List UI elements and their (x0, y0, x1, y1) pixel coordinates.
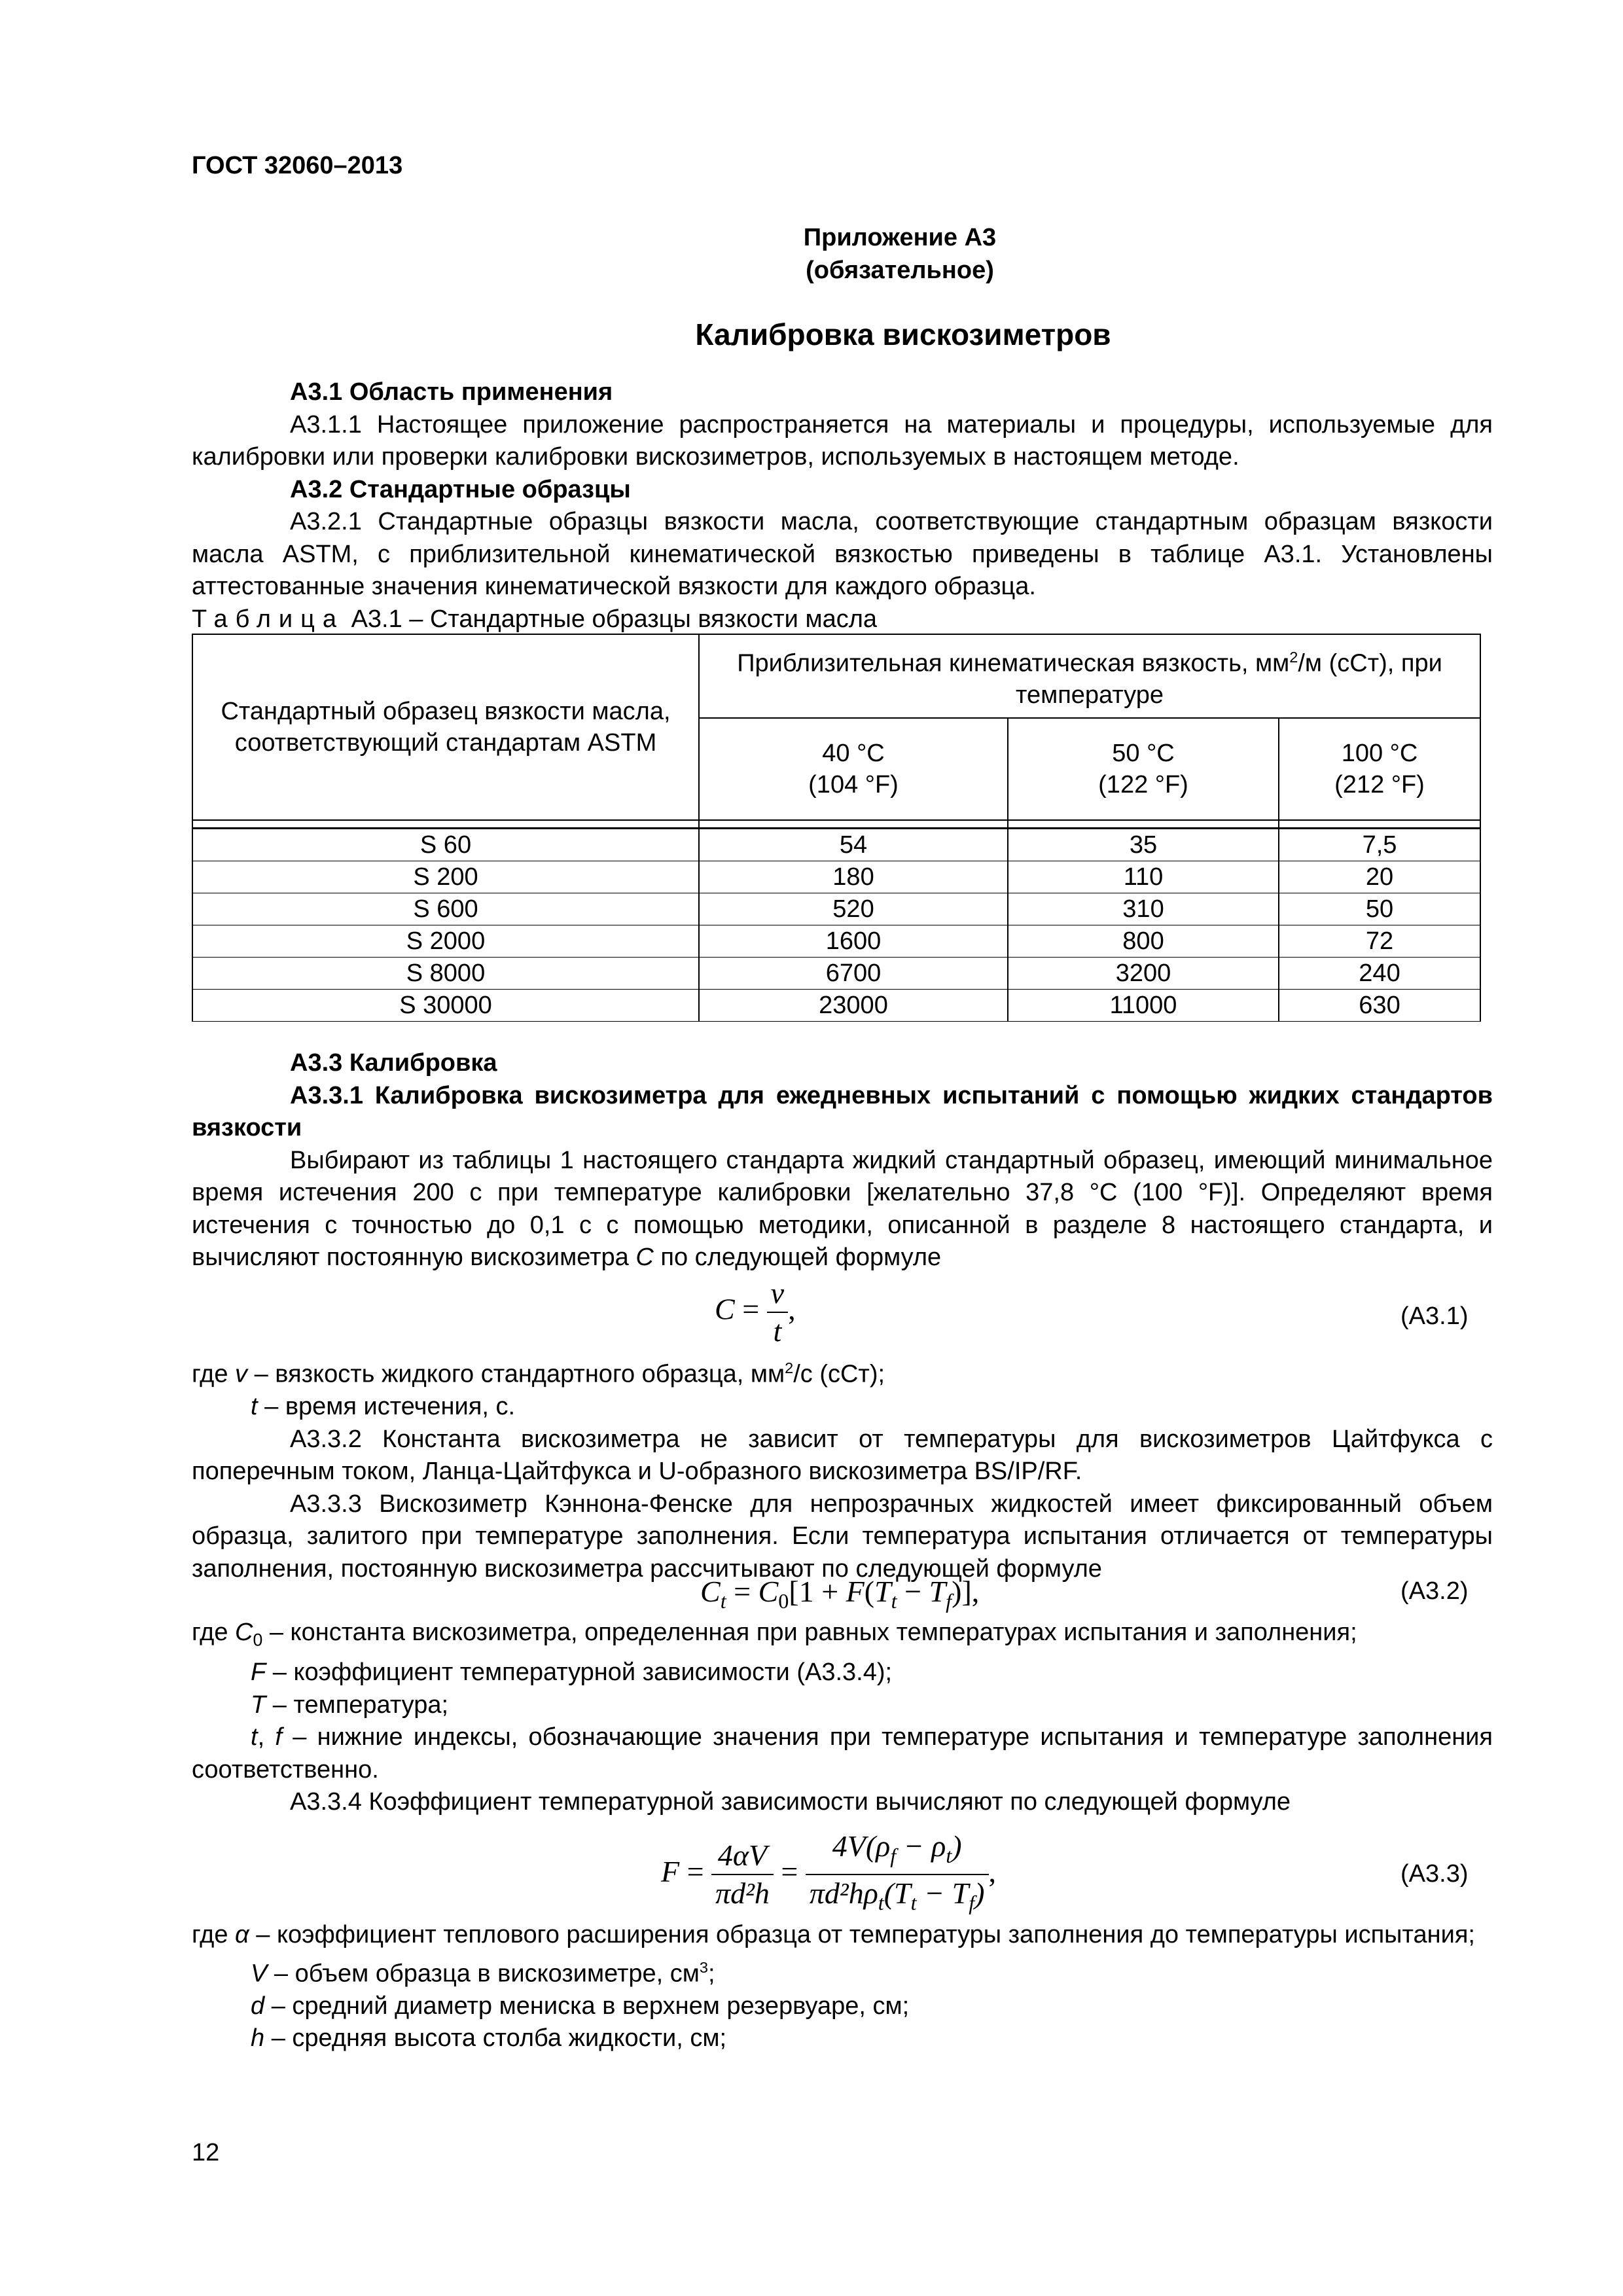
paragraph-text: Выбирают из таблицы 1 настоящего стандарта жидкий стандартный образец, имеющий минимальное время истечения 200 с при температуре калибровки [желательно 37,8 °С (100 °F)]. Определяют время истечения с точностью до 0,1 с с помощью методики, описанной в разделе 8 настоящего стандарта, и вычисляют постоянную вискозиметра (192, 1146, 1493, 1271)
variable: T (251, 1691, 266, 1719)
temp-f: (212 °F) (1334, 771, 1425, 798)
subscript: t (946, 1844, 952, 1868)
variable: t (251, 1393, 258, 1421)
legend-item (192, 1990, 1493, 2023)
formula-term: ) (952, 1829, 962, 1863)
paragraph-a3-3-2: А3.3.2 Константа вискозиметра не зависит от температуры для вискозиметров Цайтфукса с поперечным током, Ланца-Цайтфукса и U-образного вискозиметра BS/IP/RF. (192, 1425, 1493, 1486)
table-cell: 11000 (1008, 990, 1279, 1022)
formula-bracket: [1 + (789, 1575, 839, 1608)
table-row (192, 925, 1480, 958)
temp-c: 100 °С (1341, 740, 1418, 767)
table-cell: 240 (1279, 958, 1480, 990)
subscript: t (720, 1589, 726, 1613)
table-cell: 1600 (699, 925, 1008, 958)
section-heading-a3-1: А3.1 Область применения (290, 378, 613, 406)
appendix-number: Приложение А3 (803, 224, 997, 251)
legend-item (192, 1689, 1493, 1722)
subscript: 0 (253, 1630, 263, 1650)
variable: d (251, 1992, 265, 2020)
table-header-viscosity-pre: Приблизительная кинематическая вязкость, мм (737, 649, 1290, 677)
legend-prefix: где (192, 1360, 228, 1388)
formula-fraction (767, 1275, 788, 1350)
table-cell: 20 (1279, 861, 1480, 893)
formula-term: C (700, 1575, 721, 1608)
viscosity-standards-table (192, 634, 1481, 1022)
formula-a3-1-legend (192, 1352, 1493, 1585)
table-cell: S 30000 (192, 990, 699, 1022)
legend-item (192, 1919, 1493, 1952)
formula-number-a3-3: (А3.3) (1400, 1860, 1469, 1888)
variable: f (275, 1723, 282, 1751)
table-cell: 180 (699, 861, 1008, 893)
table-cell: S 600 (192, 893, 699, 925)
formula-term: F (661, 1854, 680, 1888)
fraction-numerator: 4αV (711, 1837, 774, 1875)
paragraph-a3-3-1 (192, 1145, 1493, 1274)
temp-f: (122 °F) (1098, 771, 1188, 798)
variable: V (251, 1960, 268, 1988)
variable: α (235, 1921, 249, 1948)
table-separator (192, 820, 1480, 829)
formula-number-a3-2: (А3.2) (1400, 1577, 1469, 1605)
formula-bracket: ( (864, 1575, 875, 1608)
table-header-standard: Стандартный образец вязкости масла, соответствующий стандартам ASTM (192, 634, 699, 820)
table-cell: 630 (1279, 990, 1480, 1022)
formula-term: C (758, 1575, 779, 1608)
formula-operator: = (781, 1854, 798, 1888)
table-caption (192, 603, 1493, 636)
legend-text: – вязкость жидкого стандартного образца, мм (254, 1360, 785, 1388)
legend-prefix: где (192, 1619, 228, 1646)
table-header-temp-100 (1279, 718, 1480, 820)
table-row (192, 990, 1480, 1022)
table-row (192, 893, 1480, 925)
legend-text: /с (сСт); (793, 1360, 885, 1388)
legend-text: ; (708, 1960, 715, 1988)
section-heading-a3-2: А3.2 Стандартные образцы (290, 475, 631, 503)
formula-punctuation: , (971, 1575, 980, 1608)
formula-number-a3-1: (А3.1) (1400, 1302, 1469, 1330)
formula-term: πd²hρ (809, 1876, 878, 1910)
legend-text: – константа вискозиметра, определенная при равных температурах испытания и заполнения; (269, 1619, 1357, 1646)
temp-c: 40 °С (822, 740, 885, 767)
table-cell: S 8000 (192, 958, 699, 990)
formula-term: F (846, 1575, 865, 1608)
table-cell: 72 (1279, 925, 1480, 958)
table-row (192, 829, 1480, 861)
table-header-temp-50 (1008, 718, 1279, 820)
formula-a3-1 (715, 1275, 796, 1350)
superscript: 3 (699, 1958, 709, 1976)
table-cell: 54 (699, 829, 1008, 861)
formula-a3-2 (700, 1574, 979, 1613)
table-row (192, 958, 1480, 990)
subscript: f (969, 1891, 975, 1915)
legend-text: – коэффициент температурной зависимости (А3.3.4); (272, 1659, 893, 1687)
table-cell: S 60 (192, 829, 699, 861)
page-number: 12 (192, 2139, 220, 2166)
page-title: Калибровка вискозиметров (695, 317, 1111, 351)
table-cell: 800 (1008, 925, 1279, 958)
variable: С (235, 1619, 253, 1646)
variable: С (635, 1244, 654, 1271)
table-cell: S 200 (192, 861, 699, 893)
formula-punctuation: , (788, 1292, 796, 1326)
legend-text: – температура; (272, 1691, 449, 1719)
variable: v (235, 1360, 248, 1388)
table-caption-word: Таблица (192, 605, 344, 633)
table-cell: 3200 (1008, 958, 1279, 990)
variable: F (251, 1659, 266, 1687)
formula-term: T (929, 1575, 946, 1608)
formula-term: 4V(ρ (832, 1829, 891, 1863)
table-cell: 23000 (699, 990, 1008, 1022)
legend-item (192, 2022, 1493, 2055)
formula-operator: = (687, 1854, 704, 1888)
fraction-numerator (806, 1828, 989, 1875)
subscript: f (890, 1844, 897, 1868)
table-caption-text: А3.1 – Стандартные образцы вязкости масла (351, 605, 878, 633)
subscript: t (891, 1589, 897, 1613)
formula-operator: = (742, 1292, 760, 1326)
document-header: ГОСТ 32060–2013 (192, 152, 403, 179)
fraction-denominator: πd²h (715, 1876, 770, 1910)
formula-fraction (711, 1837, 774, 1912)
table-cell: S 2000 (192, 925, 699, 958)
legend-item (192, 1617, 1493, 1657)
formula-bracket: )] (952, 1575, 972, 1608)
table-cell: 50 (1279, 893, 1480, 925)
formula-a3-3 (661, 1828, 996, 1921)
formula-term: ) (974, 1876, 985, 1910)
variable: t (251, 1723, 258, 1751)
paragraph-a3-1-1: А3.1.1 Настоящее приложение распространяется на материалы и процедуры, используемые для калибровки или проверки калибровки вискозиметров, используемых в настоящем методе. (192, 410, 1493, 471)
formula-a3-3-legend (192, 1919, 1493, 2055)
table-cell: 7,5 (1279, 829, 1480, 861)
legend-text: – объем образца в вискозиметре, см (274, 1960, 700, 1988)
table-header-temp-40 (699, 718, 1008, 820)
legend-item (192, 1721, 1493, 1786)
paragraph-a3-3-4: А3.3.4 Коэффициент температурной зависимости вычисляют по следующей формуле (290, 1788, 1291, 1816)
intro-sections (192, 376, 1493, 636)
paragraph-text: по следующей формуле (660, 1244, 942, 1271)
table-header-viscosity-post: /м (сСт), при температуре (1015, 649, 1442, 709)
subsection-heading-a3-3-1: А3.3.1 Калибровка вискозиметра для ежедневных испытаний с помощью жидких стандартов вязкости (192, 1081, 1493, 1141)
section-heading-a3-3: А3.3 Калибровка (290, 1049, 497, 1077)
legend-prefix: где (192, 1921, 228, 1948)
variable: h (251, 2024, 265, 2053)
formula-term: T (874, 1575, 891, 1608)
paragraph-a3-3-3: А3.3.3 Вискозиметр Кэннона-Фенске для непрозрачных жидкостей имеет фиксированный объем образца, залитого при температуре заполнения. Если температура испытания отличается от температуры заполнения, постоянную вискозиметра рассчитывают по следующей формуле (192, 1490, 1493, 1583)
formula-operator: = (734, 1575, 751, 1608)
legend-text: , (257, 1723, 265, 1751)
table-header-viscosity (699, 634, 1480, 718)
superscript: 2 (785, 1359, 794, 1376)
appendix-label (782, 221, 1018, 287)
legend-item (192, 1952, 1493, 1990)
legend-item (192, 1352, 1493, 1391)
table-cell: 520 (699, 893, 1008, 925)
formula-operator: − (904, 1575, 922, 1608)
table-header-viscosity-sup: 2 (1289, 649, 1298, 666)
table-cell: 6700 (699, 958, 1008, 990)
legend-item (192, 1657, 1493, 1689)
formula-term: − T (916, 1876, 969, 1910)
fraction-denominator: t (773, 1314, 782, 1348)
table-cell: 310 (1008, 893, 1279, 925)
calibration-section (192, 1047, 1493, 1274)
legend-text: – средняя высота столба жидкости, см; (271, 2024, 727, 2053)
legend-text: – время истечения, с. (264, 1393, 516, 1421)
subscript: t (910, 1891, 917, 1915)
legend-text: – нижние индексы, обозначающие значения при температуре испытания и температуре заполнения соответственно. (192, 1723, 1493, 1784)
subscript: t (878, 1891, 884, 1915)
fraction-denominator (806, 1875, 989, 1921)
paragraph-a3-2-1: А3.2.1 Стандартные образцы вязкости масла, соответствующие стандартным образцам вязкости масла ASTM, с приблизительной кинематической вязкостью приведены в таблице А3.1. Установлены аттестованные значения кинематической вязкости для каждого образца. (192, 508, 1493, 600)
subscript: 0 (778, 1589, 789, 1613)
subscript: f (946, 1589, 952, 1613)
temp-f: (104 °F) (808, 771, 899, 798)
table-cell: 35 (1008, 829, 1279, 861)
fraction-numerator: v (767, 1275, 788, 1313)
legend-text: – коэффициент теплового расширения образца от температуры заполнения до температуры испытания; (256, 1921, 1475, 1948)
formula-term: C (715, 1292, 735, 1326)
legend-text: – средний диаметр мениска в верхнем резервуаре, см; (271, 1992, 910, 2020)
formula-a3-2-legend (192, 1617, 1493, 1819)
formula-punctuation: , (988, 1854, 996, 1888)
table-row (192, 861, 1480, 893)
formula-fraction (806, 1828, 989, 1921)
appendix-status: (обязательное) (806, 257, 994, 284)
formula-term: (T (883, 1876, 911, 1910)
legend-item (192, 1391, 1493, 1424)
formula-term: − ρ (896, 1829, 946, 1863)
table-cell: 110 (1008, 861, 1279, 893)
temp-c: 50 °С (1112, 740, 1175, 767)
